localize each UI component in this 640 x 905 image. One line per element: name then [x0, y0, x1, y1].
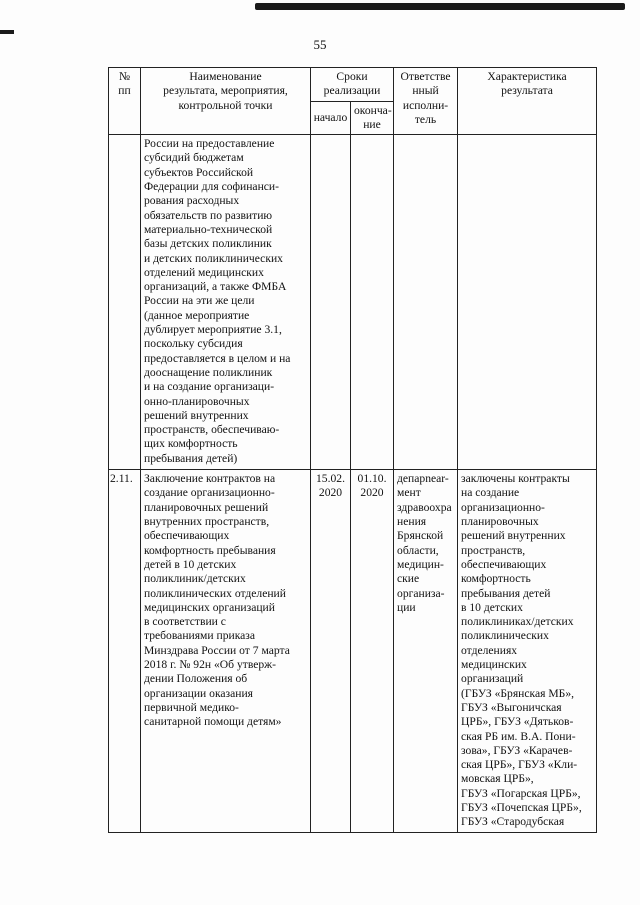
row-name	[141, 470, 311, 832]
text-line: материально-технической	[144, 222, 273, 236]
text-line: ГБУЗ «Почепская ЦРБ»,	[461, 801, 582, 815]
text-line: нный	[412, 84, 439, 98]
text-line: поликлинических отделений	[144, 586, 286, 600]
text-line: 01.10.	[357, 472, 387, 486]
scan-artifact-bar	[255, 3, 625, 10]
row-end	[351, 470, 394, 832]
text-line: и детских поликлинических	[144, 251, 283, 265]
text-line: детей в 10 детских	[144, 557, 237, 571]
row-num	[109, 470, 141, 832]
text-line: пребывания детей)	[144, 451, 238, 465]
row-characteristic	[458, 470, 597, 832]
text-line: исполни-	[402, 98, 449, 112]
text-line: планировочных решений	[144, 500, 269, 514]
plan-table	[108, 67, 597, 833]
row-responsible	[394, 470, 458, 832]
text-line: ние	[363, 117, 381, 131]
text-line: 2018 г. № 92н «Об утверж-	[144, 658, 277, 672]
text-line: организаций	[461, 672, 524, 686]
text-line: организационно-	[461, 500, 545, 514]
text-line: пространств, обеспечиваю-	[144, 423, 280, 437]
header-end	[351, 101, 394, 135]
text-line: №	[118, 70, 131, 83]
text-line: области,	[397, 543, 439, 557]
text-line: оконча-	[354, 103, 392, 117]
text-line: обязательств по развитию	[144, 208, 273, 222]
text-line: Федерации для софинанси-	[144, 180, 279, 194]
text-line: депарnear-	[397, 472, 449, 486]
text-line: России на предоставление	[144, 137, 275, 151]
text-line: отделений медицинских	[144, 265, 264, 279]
text-line: пребывания детей	[461, 586, 551, 600]
text-line: Наименование	[189, 70, 262, 83]
text-line: отделениях	[461, 643, 518, 657]
text-line: Сроки	[336, 70, 368, 83]
text-line: ская РБ им. В.А. Пони-	[461, 729, 576, 743]
text-line: комфортность	[461, 572, 531, 586]
text-line: ГБУЗ «Погарская ЦРБ»,	[461, 786, 581, 800]
text-line: планировочных	[461, 515, 539, 529]
row-name	[141, 135, 311, 470]
text-line: результата, мероприятия,	[163, 84, 288, 98]
text-line: ГБУЗ «Стародубская	[461, 815, 565, 829]
text-line: организации оказания	[144, 686, 254, 700]
text-line: щих комфортность	[144, 437, 238, 451]
text-line: 15.02.	[316, 472, 345, 486]
text-line: медицинских организаций	[144, 600, 275, 614]
scan-artifact-mark	[0, 30, 14, 34]
text-line: субсидий бюджетам	[144, 151, 244, 165]
text-line: мент	[397, 486, 421, 500]
text-line: результата	[501, 84, 553, 98]
text-line: в соответствии с	[144, 615, 226, 629]
text-line: комфортность пребывания	[144, 543, 276, 557]
text-line: (ГБУЗ «Брянская МБ»,	[461, 686, 575, 700]
text-line: рования расходных	[144, 194, 240, 208]
text-line: дооснащение поликлиник	[144, 365, 273, 379]
text-line: решений внутренних	[461, 529, 566, 543]
text-line: поскольку субсидия	[144, 337, 243, 351]
text-line: поликлиниках/детских	[461, 615, 574, 629]
text-line: Ответстве	[400, 70, 451, 83]
text-line: субъектов Российской	[144, 165, 254, 179]
text-line: первичной медико-	[144, 700, 239, 714]
text-line: предоставляется в целом и на	[144, 351, 291, 365]
text-line: пространств,	[461, 543, 526, 557]
row-responsible	[394, 135, 458, 470]
text-line: Характеристика	[487, 70, 567, 83]
header-characteristic	[458, 68, 597, 135]
text-line: ские	[397, 572, 420, 586]
text-line: на создание	[461, 486, 520, 500]
text-line: начало	[313, 110, 348, 124]
table-row	[109, 135, 597, 470]
text-line: ЦРБ», ГБУЗ «Дятьков-	[461, 715, 574, 729]
text-line: базы детских поликлиник	[144, 237, 272, 251]
row-num	[109, 135, 141, 470]
text-line: обеспечивающих	[144, 529, 230, 543]
header-name	[141, 68, 311, 135]
text-line: контрольной точки	[178, 98, 273, 112]
text-line: требованиями приказа	[144, 629, 256, 643]
text-line: пп	[118, 84, 131, 98]
row-characteristic	[458, 135, 597, 470]
text-line: нения	[397, 515, 427, 529]
text-line: онно-планировочных	[144, 394, 250, 408]
text-line: организаций, а также ФМБА	[144, 280, 287, 294]
header-num	[109, 68, 141, 135]
text-line: ская ЦРБ», ГБУЗ «Кли-	[461, 758, 578, 772]
text-line: Брянской	[397, 529, 444, 543]
text-line: создание организационно-	[144, 486, 275, 500]
text-line: тель	[414, 112, 437, 126]
text-line: ции	[397, 600, 416, 614]
text-line: дублирует мероприятие 3.1,	[144, 323, 282, 337]
text-line: обеспечивающих	[461, 557, 547, 571]
text-line: России на эти же цели	[144, 294, 255, 308]
header-terms	[311, 68, 394, 102]
text-line: медицинских	[461, 658, 527, 672]
text-line: медицин-	[397, 557, 444, 571]
text-line: и на создание организаци-	[144, 380, 275, 394]
text-line: (данное мероприятие	[144, 308, 250, 322]
text-line: внутренних пространств,	[144, 515, 270, 529]
text-line: решений внутренних	[144, 408, 249, 422]
text-line: поликлинических	[461, 629, 549, 643]
text-line: поликлиник/детских	[144, 572, 246, 586]
text-line: дении Положения об	[144, 672, 248, 686]
header-responsible	[394, 68, 458, 135]
header-row-1	[109, 68, 597, 102]
text-line: Заключение контрактов на	[144, 472, 276, 486]
text-line: 2020	[318, 486, 343, 500]
text-line: санитарной помощи детям»	[144, 715, 282, 729]
header-start	[311, 101, 351, 135]
page-number: 55	[313, 37, 327, 52]
text-line: 2020	[360, 486, 384, 500]
text-line: мовская ЦРБ»,	[461, 772, 534, 786]
text-line: здравоохра	[397, 500, 452, 514]
text-line: организа-	[397, 586, 445, 600]
row-start	[311, 135, 351, 470]
text-line: реализации	[323, 84, 381, 98]
text-line: зова», ГБУЗ «Карачев-	[461, 743, 573, 757]
text-line: Минздрава России от 7 марта	[144, 643, 290, 657]
text-line: заключены контракты	[461, 472, 570, 486]
text-line: ГБУЗ «Выгоничская	[461, 700, 562, 714]
row-start	[311, 470, 351, 832]
row-end	[351, 135, 394, 470]
table-row	[109, 470, 597, 832]
text-line: 2.11.	[110, 472, 133, 486]
text-line: в 10 детских	[461, 600, 523, 614]
